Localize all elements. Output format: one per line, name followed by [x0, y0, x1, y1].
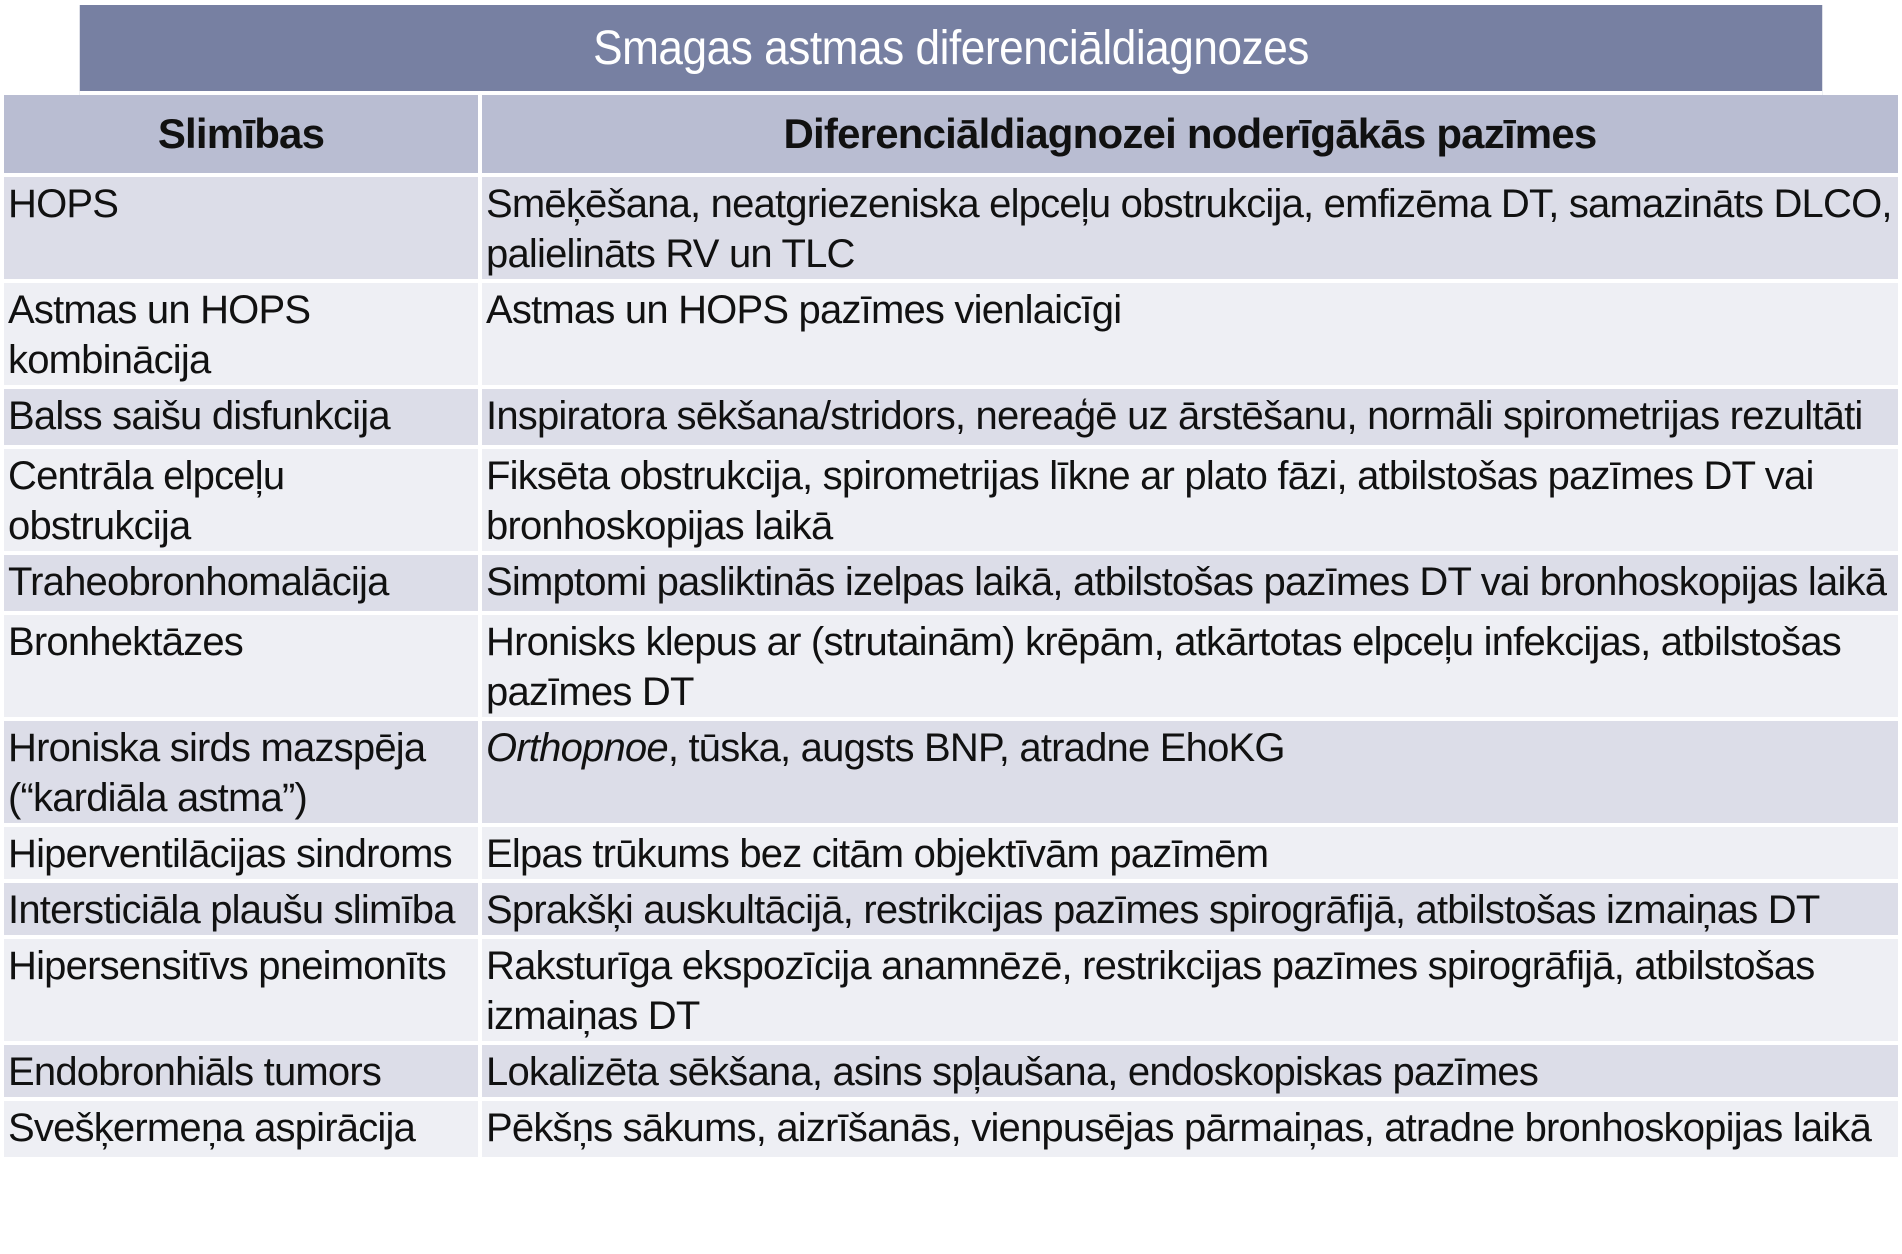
signs-cell: Smēķēšana, neatgriezeniska elpceļu obstrukcija, emfizēma DT, samazināts DLCO, palielināts RV un TLC [480, 175, 1898, 281]
table-row [4, 937, 1898, 1043]
table-row [4, 553, 1898, 613]
table-row [4, 719, 1898, 825]
signs-cell: Hronisks klepus ar (strutainām) krēpām, atkārtotas elpceļu infekcijas, atbilstošas pazīmes DT [480, 613, 1898, 719]
disease-cell: Centrāla elpceļu obstrukcija [4, 447, 480, 553]
signs-cell: Lokalizēta sēkšana, asins spļaušana, endoskopiskas pazīmes [480, 1043, 1898, 1099]
table-row [4, 387, 1898, 447]
signs-cell: Elpas trūkums bez citām objektīvām pazīmēm [480, 825, 1898, 881]
disease-cell: Svešķermeņa aspirācija [4, 1099, 480, 1159]
differential-diagnosis-table [4, 5, 1898, 1161]
signs-cell: Simptomi pasliktinās izelpas laikā, atbilstošas pazīmes DT vai bronhoskopijas laikā [480, 553, 1898, 613]
disease-cell: Traheobronhomalācija [4, 553, 480, 613]
disease-cell: Hroniska sirds mazspēja (“kardiāla astma”) [4, 719, 480, 825]
disease-cell: Balss saišu disfunkcija [4, 387, 480, 447]
signs-cell: Raksturīga ekspozīcija anamnēzē, restrikcijas pazīmes spirogrāfijā, atbilstošas izmaiņas DT [480, 937, 1898, 1043]
signs-cell [480, 719, 1898, 825]
disease-cell: Hiperventilācijas sindroms [4, 825, 480, 881]
table-row [4, 1099, 1898, 1159]
disease-cell: Astmas un HOPS kombinācija [4, 281, 480, 387]
header-row [4, 95, 1898, 175]
table-title-text: Smagas astmas diferenciāldiagnozes [593, 21, 1309, 75]
signs-cell: Inspiratora sēkšana/stridors, nereaģē uz ārstēšanu, normāli spirometrijas rezultāti [480, 387, 1898, 447]
disease-cell: Endobronhiāls tumors [4, 1043, 480, 1099]
signs-cell: Astmas un HOPS pazīmes vienlaicīgi [480, 281, 1898, 387]
table-row [4, 613, 1898, 719]
column-header-diseases: Slimības [4, 95, 480, 175]
diagnosis-grid [4, 95, 1898, 1161]
disease-cell: Hipersensitīvs pneimonīts [4, 937, 480, 1043]
table-title [80, 5, 1822, 95]
disease-cell: Bronhektāzes [4, 613, 480, 719]
signs-text: , tūska, augsts BNP, atradne EhoKG [667, 726, 1285, 770]
signs-cell: Pēkšņs sākums, aizrīšanās, vienpusējas pārmaiņas, atradne bronhoskopijas laikā [480, 1099, 1898, 1159]
disease-cell: Intersticiāla plaušu slimība [4, 881, 480, 937]
table-row [4, 175, 1898, 281]
signs-cell: Fiksēta obstrukcija, spirometrijas līkne ar plato fāzi, atbilstošas pazīmes DT vai bronhoskopijas laikā [480, 447, 1898, 553]
table-row [4, 825, 1898, 881]
table-row [4, 881, 1898, 937]
table-row [4, 281, 1898, 387]
column-header-signs: Diferenciāldiagnozei noderīgākās pazīmes [480, 95, 1898, 175]
table-row [4, 447, 1898, 553]
signs-cell: Sprakšķi auskultācijā, restrikcijas pazīmes spirogrāfijā, atbilstošas izmaiņas DT [480, 881, 1898, 937]
disease-cell: HOPS [4, 175, 480, 281]
signs-italic-term: Orthopnoe [486, 726, 668, 770]
table-row [4, 1043, 1898, 1099]
